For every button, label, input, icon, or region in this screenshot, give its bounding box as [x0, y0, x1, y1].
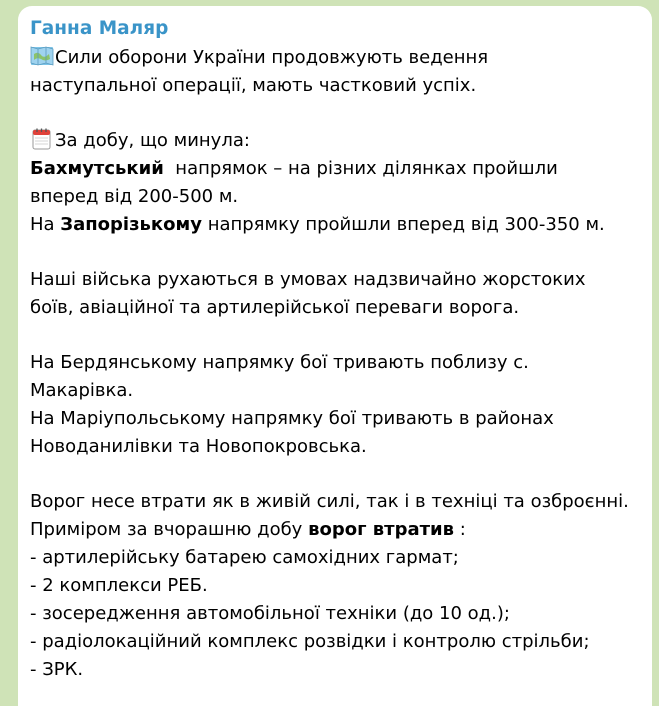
message-line: За добу, що минула:: [30, 127, 652, 155]
map-icon: [30, 45, 54, 67]
message-line: Ворог несе втрати як в живій силі, так і в техніці та озброєнні.: [30, 491, 629, 512]
message-line: вперед від 200-500 м.: [30, 186, 239, 207]
message-line: наступальної операції, мають частковий успіх.: [30, 75, 477, 96]
message-text: [30, 44, 652, 684]
message-line: Сили оборони України продовжують ведення: [30, 44, 652, 72]
message-line: - ЗРК.: [30, 659, 84, 680]
message-line: - 2 комплекси РЕБ.: [30, 575, 208, 596]
message-line: - зосередження автомобільної техніки (до 10 од.);: [30, 603, 510, 624]
message-line: Новоданилівки та Новопокровська.: [30, 436, 367, 457]
message-line: - артилерійську батарею самохідних гармат;: [30, 547, 459, 568]
message-line: Бахмутський напрямок – на різних ділянках пройшли: [30, 158, 558, 179]
message-line: На Маріупольському напрямку бої тривають в районах: [30, 408, 554, 429]
sender-name[interactable]: Ганна Маляр: [30, 18, 169, 39]
message-line: На Бердянському напрямку бої тривають поблизу с.: [30, 352, 529, 373]
calendar-icon: [30, 128, 54, 150]
message-line: На Запорізькому напрямку пройшли вперед від 300-350 м.: [30, 214, 605, 235]
message-line: - радіолокаційний комплекс розвідки і контролю стрільби;: [30, 631, 590, 652]
message-line: боїв, авіаційної та артилерійської переваги ворога.: [30, 297, 520, 318]
message-line: Макарівка.: [30, 380, 134, 401]
message-bubble: [18, 6, 652, 706]
message-line: Приміром за вчорашню добу ворог втратив :: [30, 519, 466, 540]
message-line: Наші війська рухаються в умовах надзвичайно жорстоких: [30, 269, 586, 290]
